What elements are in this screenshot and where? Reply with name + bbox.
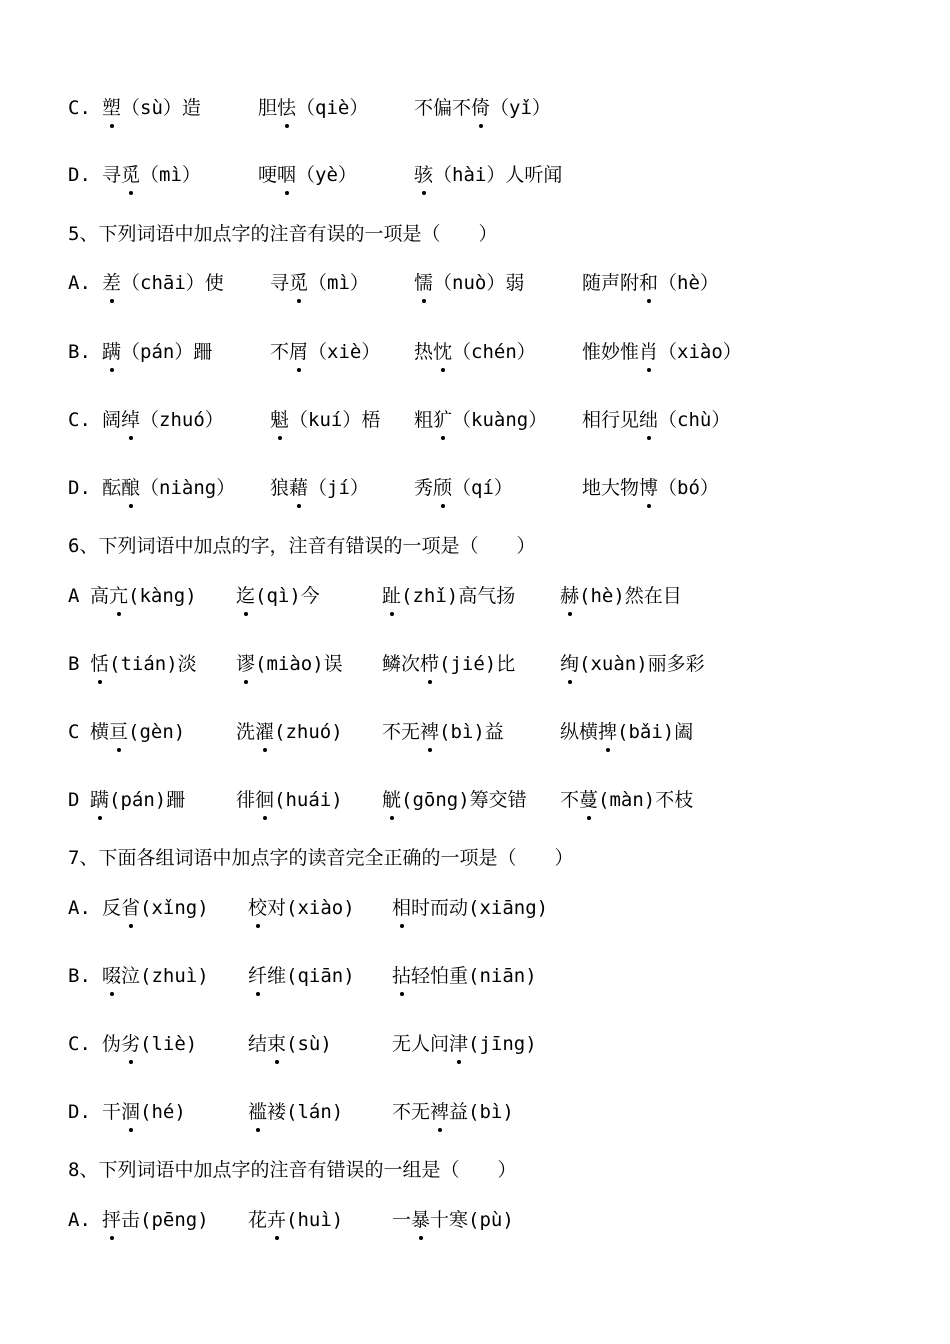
word-item [392, 1030, 537, 1058]
word-suffix: （mì） [140, 164, 201, 186]
word-suffix: （bó） [658, 477, 719, 499]
word-suffix: 时而动(xiāng) [411, 897, 549, 919]
emphasized-character: 塑 [102, 94, 121, 122]
word-prefix: 不 [560, 789, 580, 811]
word-item [414, 161, 562, 189]
word-suffix: 轻怕重(niān) [411, 965, 537, 987]
word-prefix: 哽 [258, 164, 278, 186]
word-suffix: 击(pēng) [121, 1209, 209, 1231]
word-suffix: （hài）人听闻 [433, 164, 563, 186]
emphasized-character: 藉 [289, 474, 308, 502]
word-item [582, 338, 742, 366]
word-item [382, 718, 504, 746]
word-prefix: 寻 [102, 164, 122, 186]
word-suffix: (xǐng) [140, 897, 209, 919]
word-item [414, 94, 551, 122]
emphasized-character: 啜 [102, 962, 121, 990]
word-item [258, 94, 368, 122]
word-item [90, 582, 197, 610]
word-item [102, 1206, 209, 1234]
emphasized-character: 忱 [433, 338, 452, 366]
word-suffix: （yǐ） [490, 97, 551, 119]
emphasized-character: 迄 [236, 582, 255, 610]
word-item [560, 718, 693, 746]
word-suffix: （niàng） [140, 477, 236, 499]
word-suffix: (liè) [140, 1033, 198, 1055]
word-suffix: (hé) [140, 1101, 186, 1123]
emphasized-character: 劣 [121, 1030, 140, 1058]
emphasized-character: 亘 [109, 718, 128, 746]
word-suffix: （hè） [658, 272, 719, 294]
emphasized-character: 褴 [248, 1098, 267, 1126]
question-stem: 5、下列词语中加点字的注音有误的一项是（ ） [68, 223, 498, 245]
option-letter: A [68, 585, 80, 607]
emphasized-character: 觅 [289, 269, 308, 297]
word-item [90, 650, 197, 678]
word-item [236, 718, 343, 746]
emphasized-character: 抨 [102, 1206, 121, 1234]
word-suffix: （mì） [308, 272, 369, 294]
word-suffix: 十寒(pù) [430, 1209, 514, 1231]
word-item [248, 894, 355, 922]
word-prefix: 秀 [414, 477, 434, 499]
word-item [102, 94, 201, 122]
emphasized-character: 骇 [414, 161, 433, 189]
word-prefix: 结 [248, 1033, 268, 1055]
emphasized-character: 和 [639, 269, 658, 297]
word-suffix: (huái) [274, 789, 343, 811]
word-suffix: (hè)然在目 [579, 585, 682, 607]
word-suffix: （kuí）梧 [289, 409, 381, 431]
word-item [382, 650, 515, 678]
word-suffix: 褛(lán) [267, 1101, 344, 1123]
word-item [236, 786, 343, 814]
word-item [392, 1098, 514, 1126]
word-suffix: （sù）造 [121, 97, 201, 119]
emphasized-character: 濯 [255, 718, 274, 746]
option-letter: C [68, 721, 80, 743]
word-suffix: （zhuó） [140, 409, 224, 431]
word-item [236, 650, 343, 678]
emphasized-character: 赫 [560, 582, 579, 610]
word-prefix: 不偏不 [414, 97, 472, 119]
word-item [102, 269, 224, 297]
emphasized-character: 趾 [382, 582, 401, 610]
word-prefix: 纵横 [560, 721, 599, 743]
emphasized-character: 犷 [433, 406, 452, 434]
word-prefix: 高 [90, 585, 110, 607]
emphasized-character: 屑 [289, 338, 308, 366]
word-suffix: (qì)今 [255, 585, 320, 607]
word-prefix: 无人问 [392, 1033, 450, 1055]
emphasized-character: 绰 [121, 406, 140, 434]
word-item [236, 582, 320, 610]
word-suffix: (bì)益 [439, 721, 504, 743]
word-item [102, 1030, 197, 1058]
word-suffix: (jié)比 [439, 653, 516, 675]
word-item [382, 582, 515, 610]
emphasized-character: 卉 [267, 1206, 286, 1234]
emphasized-character: 裨 [420, 718, 439, 746]
word-suffix: (zhuó) [274, 721, 343, 743]
word-suffix: 泣(zhuì) [121, 965, 209, 987]
emphasized-character: 相 [392, 894, 411, 922]
word-item [102, 406, 224, 434]
word-prefix: 随声附 [582, 272, 640, 294]
word-prefix: 胆 [258, 97, 278, 119]
word-suffix: (gōng)筹交错 [401, 789, 527, 811]
emphasized-character: 肖 [639, 338, 658, 366]
word-prefix: 不无 [382, 721, 421, 743]
emphasized-character: 魁 [270, 406, 289, 434]
word-item [102, 1098, 186, 1126]
word-suffix: (gèn) [128, 721, 186, 743]
word-suffix: (xuàn)丽多彩 [579, 653, 705, 675]
emphasized-character: 栉 [420, 650, 439, 678]
emphasized-character: 纤 [248, 962, 267, 990]
emphasized-character: 懦 [414, 269, 433, 297]
word-item [392, 962, 537, 990]
word-suffix: (kàng) [128, 585, 197, 607]
word-prefix: 反 [102, 897, 122, 919]
emphasized-character: 绚 [560, 650, 579, 678]
word-item [90, 786, 185, 814]
word-suffix: （xiào） [658, 341, 742, 363]
emphasized-character: 蹒 [102, 338, 121, 366]
word-prefix: 惟妙惟 [582, 341, 640, 363]
emphasized-character: 绌 [639, 406, 658, 434]
word-item [392, 894, 548, 922]
word-suffix: 对(xiào) [267, 897, 355, 919]
word-suffix: （pán）跚 [121, 341, 213, 363]
word-item [582, 406, 730, 434]
word-item [102, 962, 209, 990]
emphasized-character: 咽 [277, 161, 296, 189]
question-stem: 6、下列词语中加点的字，注音有错误的一项是（ ） [68, 535, 536, 557]
option-letter: A. [68, 1209, 91, 1231]
word-prefix: 寻 [270, 272, 290, 294]
word-prefix: 阔 [102, 409, 122, 431]
word-item [414, 474, 513, 502]
option-letter: D [68, 789, 80, 811]
word-suffix: 益(bì) [449, 1101, 514, 1123]
word-suffix: (sù) [286, 1033, 332, 1055]
word-prefix: 酝 [102, 477, 122, 499]
emphasized-character: 束 [267, 1030, 286, 1058]
option-letter: A. [68, 897, 91, 919]
word-item [248, 1098, 343, 1126]
word-suffix: （chén） [452, 341, 536, 363]
word-prefix: 徘 [236, 789, 256, 811]
word-suffix: (màn)不枝 [598, 789, 694, 811]
option-letter: D. [68, 477, 91, 499]
word-item [414, 269, 524, 297]
word-suffix: （chāi）使 [121, 272, 224, 294]
word-suffix: 维(qiān) [267, 965, 355, 987]
word-item [270, 269, 369, 297]
word-item [258, 161, 357, 189]
option-letter: C. [68, 97, 91, 119]
option-letter: A. [68, 272, 91, 294]
word-suffix: （xiè） [308, 341, 381, 363]
word-suffix: (tián)淡 [109, 653, 197, 675]
word-item [270, 338, 380, 366]
word-item [582, 269, 719, 297]
option-letter: D. [68, 164, 91, 186]
emphasized-character: 暴 [411, 1206, 430, 1234]
emphasized-character: 捭 [598, 718, 617, 746]
emphasized-character: 怯 [277, 94, 296, 122]
word-prefix: 横 [90, 721, 110, 743]
word-suffix: （qí） [452, 477, 513, 499]
emphasized-character: 倚 [471, 94, 490, 122]
word-suffix: (zhǐ)高气扬 [401, 585, 516, 607]
word-item [248, 962, 355, 990]
option-letter: B. [68, 341, 91, 363]
word-prefix: 伪 [102, 1033, 122, 1055]
emphasized-character: 涸 [121, 1098, 140, 1126]
word-prefix: 干 [102, 1101, 122, 1123]
option-letter: B [68, 653, 80, 675]
word-suffix: （nuò）弱 [433, 272, 525, 294]
word-item [560, 786, 693, 814]
word-item [248, 1206, 343, 1234]
option-letter: B. [68, 965, 91, 987]
word-item [102, 474, 235, 502]
emphasized-character: 恬 [90, 650, 109, 678]
word-suffix: (jīng) [468, 1033, 537, 1055]
word-suffix: （qiè） [296, 97, 369, 119]
word-prefix: 地大物 [582, 477, 640, 499]
word-prefix: 鳞次 [382, 653, 421, 675]
word-prefix: 不 [270, 341, 290, 363]
emphasized-character: 博 [639, 474, 658, 502]
emphasized-character: 蹒 [90, 786, 109, 814]
word-prefix: 热 [414, 341, 434, 363]
emphasized-character: 拈 [392, 962, 411, 990]
word-suffix: (miào)误 [255, 653, 343, 675]
emphasized-character: 蔓 [579, 786, 598, 814]
word-item [102, 894, 209, 922]
word-item [102, 161, 201, 189]
emphasized-character: 津 [449, 1030, 468, 1058]
word-prefix: 花 [248, 1209, 268, 1231]
word-item [560, 650, 705, 678]
word-item [270, 406, 380, 434]
word-prefix: 一 [392, 1209, 412, 1231]
word-prefix: 狼 [270, 477, 290, 499]
emphasized-character: 酿 [121, 474, 140, 502]
word-suffix: （jí） [308, 477, 369, 499]
word-prefix: 不无 [392, 1101, 431, 1123]
word-prefix: 洗 [236, 721, 256, 743]
word-item [560, 582, 682, 610]
option-letter: C. [68, 409, 91, 431]
emphasized-character: 裨 [430, 1098, 449, 1126]
word-item [414, 338, 536, 366]
word-item [90, 718, 185, 746]
option-letter: D. [68, 1101, 91, 1123]
word-suffix: (huì) [286, 1209, 344, 1231]
emphasized-character: 亢 [109, 582, 128, 610]
word-suffix: (pán)跚 [109, 789, 186, 811]
word-item [582, 474, 719, 502]
emphasized-character: 觅 [121, 161, 140, 189]
word-item [248, 1030, 332, 1058]
option-letter: C. [68, 1033, 91, 1055]
emphasized-character: 谬 [236, 650, 255, 678]
word-suffix: （kuàng） [452, 409, 548, 431]
emphasized-character: 省 [121, 894, 140, 922]
emphasized-character: 觥 [382, 786, 401, 814]
question-stem: 7、下面各组词语中加点字的读音完全正确的一项是（ ） [68, 847, 574, 869]
question-stem: 8、下列词语中加点字的注音有错误的一组是（ ） [68, 1159, 517, 1181]
emphasized-character: 徊 [255, 786, 274, 814]
word-prefix: 相行见 [582, 409, 640, 431]
word-prefix: 粗 [414, 409, 434, 431]
emphasized-character: 差 [102, 269, 121, 297]
word-suffix: (bǎi)阖 [617, 721, 694, 743]
word-item [102, 338, 212, 366]
word-item [392, 1206, 514, 1234]
word-item [270, 474, 369, 502]
word-suffix: （yè） [296, 164, 357, 186]
word-item [414, 406, 547, 434]
emphasized-character: 颀 [433, 474, 452, 502]
word-item [382, 786, 527, 814]
emphasized-character: 校 [248, 894, 267, 922]
word-suffix: （chù） [658, 409, 731, 431]
